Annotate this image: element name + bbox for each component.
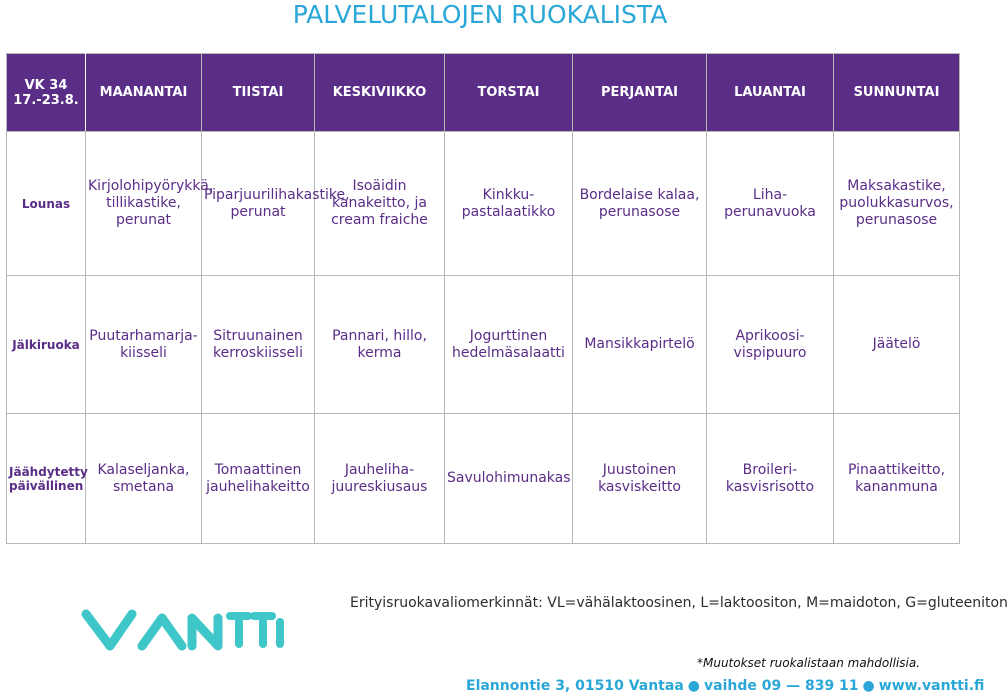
menu-cell: Kinkku-pastalaatikko (445, 132, 573, 276)
diet-legend: Erityisruokavaliomerkinnät: VL=vähälaktoosinen, L=laktoositon, M=maidoton, G=gluteeniton (350, 595, 1008, 611)
table-row-dinner (7, 414, 960, 544)
changes-note: *Muutokset ruokalistaan mahdollisia. (696, 656, 920, 670)
menu-table (6, 53, 960, 544)
menu-cell: Jäätelö (834, 276, 960, 414)
menu-cell: Piparjuurilihakastike, perunat (202, 132, 315, 276)
week-cell (7, 54, 86, 132)
menu-cell: Broileri-kasvisrisotto (707, 414, 834, 544)
menu-cell: Juustoinen kasviskeitto (573, 414, 707, 544)
table-row-dessert (7, 276, 960, 414)
row-label-dinner-line2: päivällinen (9, 478, 84, 493)
menu-cell: Savulohimunakas (445, 414, 573, 544)
menu-cell: Sitruunainen kerroskiisseli (202, 276, 315, 414)
day-header-monday: MAANANTAI (86, 54, 202, 132)
menu-cell: Pinaattikeitto, kananmuna (834, 414, 960, 544)
day-header-thursday: TORSTAI (445, 54, 573, 132)
day-header-wednesday: KESKIVIIKKO (315, 54, 445, 132)
page-title: PALVELUTALOJEN RUOKALISTA (292, 0, 668, 29)
footer-contact (466, 678, 985, 694)
row-label-lunch: Lounas (7, 132, 86, 276)
menu-cell: Mansikkapirtelö (573, 276, 707, 414)
footer-address: Elannontie 3, 01510 Vantaa (466, 678, 684, 694)
vantti-logo (80, 600, 285, 658)
menu-cell: Maksakastike, puolukkasurvos, perunasose (834, 132, 960, 276)
menu-cell: Bordelaise kalaa, perunasose (573, 132, 707, 276)
menu-cell: Isoäidin kanakeitto, ja cream fraiche (315, 132, 445, 276)
menu-cell: Kirjolohipyörykkä, tillikastike, perunat (86, 132, 202, 276)
row-label-dinner-line1: Jäähdytetty (9, 464, 88, 479)
day-header-tuesday: TIISTAI (202, 54, 315, 132)
menu-cell: Puutarhamarja-kiisseli (86, 276, 202, 414)
menu-cell: Aprikoosi-vispipuuro (707, 276, 834, 414)
menu-cell: Liha-perunavuoka (707, 132, 834, 276)
day-header-saturday: LAUANTAI (707, 54, 834, 132)
day-header-sunday: SUNNUNTAI (834, 54, 960, 132)
menu-cell: Kalaseljanka, smetana (86, 414, 202, 544)
row-label-dinner (7, 414, 86, 544)
row-label-dessert: Jälkiruoka (7, 276, 86, 414)
day-header-friday: PERJANTAI (573, 54, 707, 132)
header-row (7, 54, 960, 132)
footer-phone: vaihde 09 — 839 11 (704, 678, 859, 694)
week-number: VK 34 (24, 77, 68, 93)
menu-cell: Tomaattinen jauhelihakeitto (202, 414, 315, 544)
week-dates: 17.-23.8. (13, 92, 79, 108)
menu-cell: Jogurttinen hedelmäsalaatti (445, 276, 573, 414)
menu-cell: Jauheliha-juureskiusaus (315, 414, 445, 544)
menu-cell: Pannari, hillo, kerma (315, 276, 445, 414)
footer-website[interactable]: www.vantti.fi (878, 678, 985, 694)
table-row-lunch (7, 132, 960, 276)
bullet-icon: ● (862, 678, 875, 694)
bullet-icon: ● (687, 678, 700, 694)
